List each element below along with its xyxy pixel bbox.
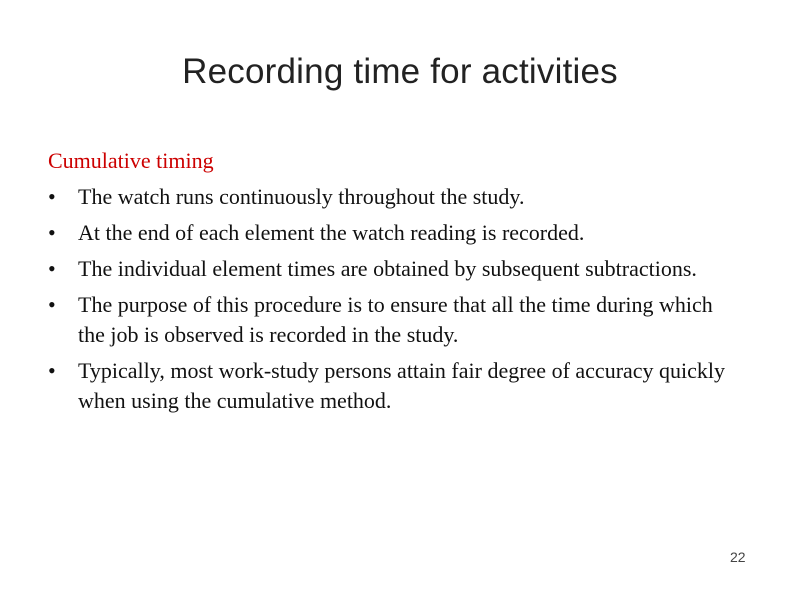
bullet-icon: • — [48, 256, 56, 281]
slide-title: Recording time for activities — [182, 52, 618, 91]
bullet-text: The purpose of this procedure is to ensure that all the time during which the job is observed is recorded in the study. — [78, 292, 713, 347]
bullet-list — [48, 182, 738, 416]
bullet-icon: • — [48, 292, 56, 317]
section-heading: Cumulative timing — [48, 148, 214, 173]
bullet-icon: • — [48, 358, 56, 383]
bullet-item — [48, 356, 738, 416]
bullet-text: At the end of each element the watch reading is recorded. — [78, 220, 585, 245]
slide-number: 22 — [730, 549, 746, 565]
slide-content — [48, 146, 738, 422]
bullet-item — [48, 290, 738, 350]
bullet-text: The individual element times are obtained by subsequent subtractions. — [78, 256, 697, 281]
bullet-icon: • — [48, 184, 56, 209]
bullet-text: Typically, most work-study persons attain fair degree of accuracy quickly when using the cumulative method. — [78, 358, 726, 413]
bullet-item — [48, 182, 738, 212]
bullet-item — [48, 218, 738, 248]
bullet-icon: • — [48, 220, 56, 245]
bullet-item — [48, 254, 738, 284]
bullet-text: The watch runs continuously throughout the study. — [78, 184, 525, 209]
